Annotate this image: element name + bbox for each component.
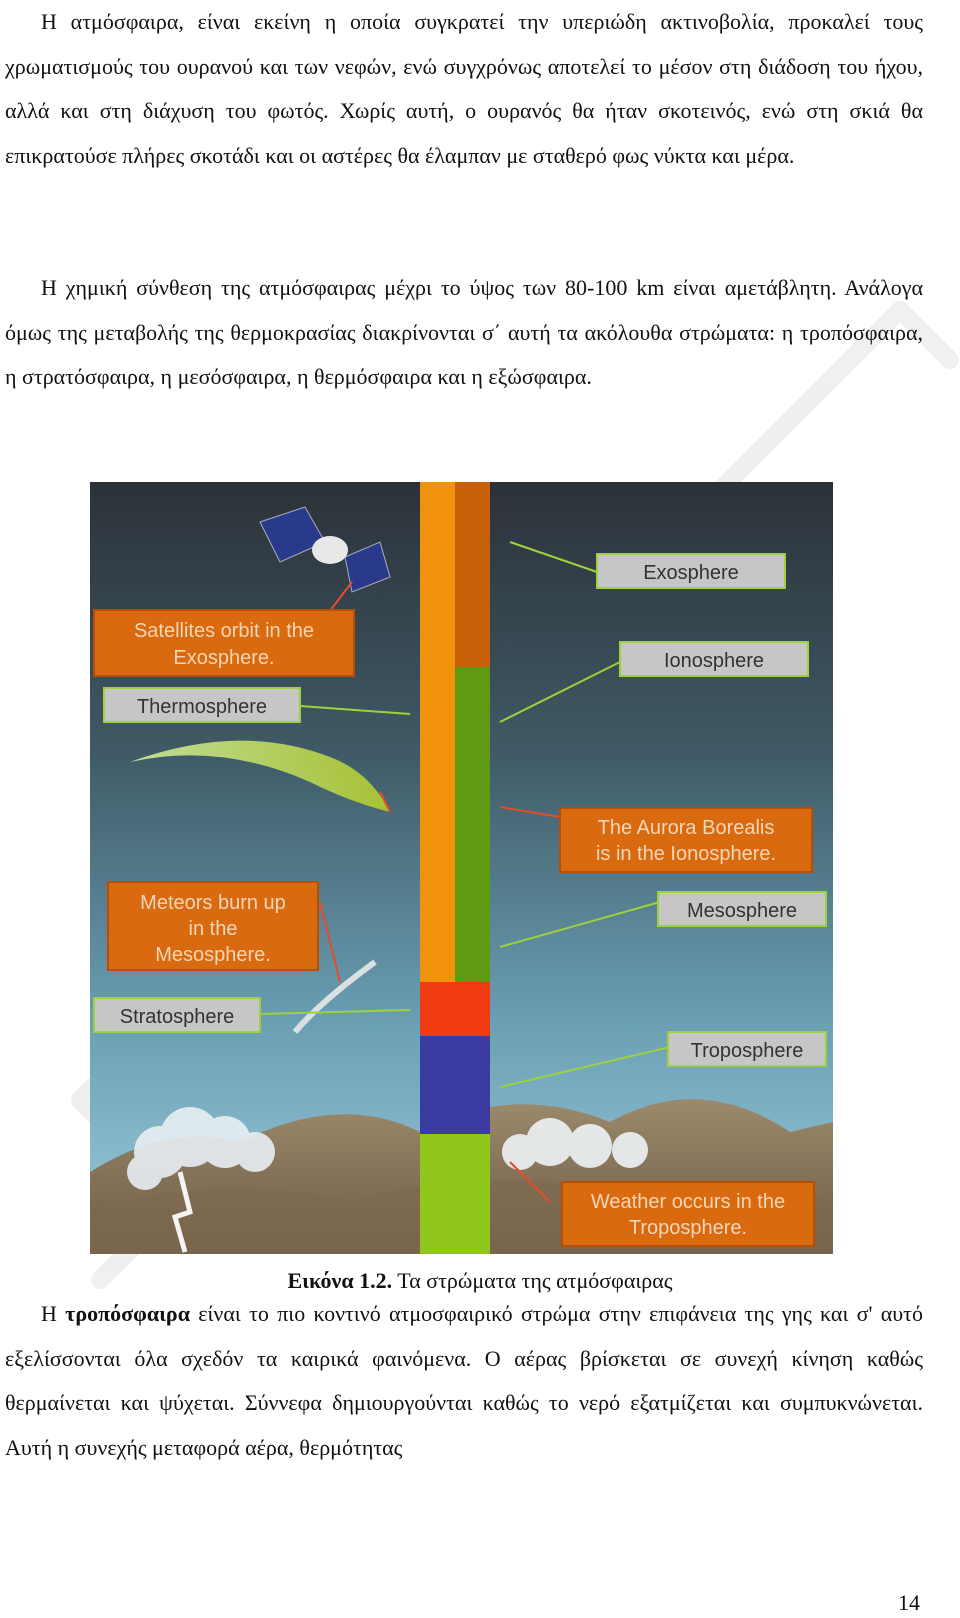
atmosphere-layers-figure [90,482,833,1254]
label-aurora-line1: The Aurora Borealis [597,817,775,839]
label-meteors-line1: Meteors burn up [140,892,286,914]
paragraph-3-start: Η [41,1301,66,1326]
layer-bars [420,482,490,1254]
label-satellites-line1: Satellites orbit in the [133,620,315,642]
paragraph-chemical-composition [5,266,923,400]
caption-text: Τα στρώματα της ατμόσφαιρας [392,1268,673,1293]
paragraph-1-text: Η ατμόσφαιρα, είναι εκείνη η οποία συγκρατεί την υπεριώδη ακτινοβολία, προκαλεί τους χρωματισμούς του ουρανού και των νεφών, ενώ συγχρόνως αποτελεί το μέσον στη διάδοση του ήχου, αλλά και στη διάχυση του φωτός. Χωρίς αυτή, ο ουρανός θα ήταν σκοτεινός, ενώ στη σκιά θα επικρατούσε πλήρες σκοτάδι και οι αστέρες θα έλαμπαν με σταθερό φως νύκτα και μέρα. [5,9,923,168]
paragraph-3-rest: είναι το πιο κοντινό ατμοσφαιρικό στρώμα στην επιφάνεια της γης και σ' αυτό εξελίσσονται όλα σχεδόν τα καιρικά φαινόμενα. Ο αέρας βρίσκεται σε συνεχή κίνηση καθώς θερμαίνεται και ψύχεται. Σύννεφα δημιουργούνται καθώς το νερό εξατμίζεται και συμπυκνώνεται. Αυτή η συνεχής μεταφορά αέρα, θερμότητας [5,1301,924,1460]
bar-stratosphere [420,1036,490,1134]
label-ionosphere: Ionosphere [663,650,765,672]
paragraph-atmosphere-intro [5,0,923,178]
figure-caption [0,1268,960,1294]
label-meteors-line2: in the [188,918,238,940]
bar-ionosphere [455,667,490,982]
bar-thermosphere [420,482,455,982]
label-exosphere: Exosphere [643,562,739,584]
bar-troposphere [420,1134,490,1254]
label-meteors-line3: Mesosphere. [155,944,271,966]
label-satellites-line2: Exosphere. [173,647,275,669]
bar-mesosphere [420,982,490,1036]
label-aurora-line2: is in the Ionosphere. [595,843,777,865]
paragraph-troposphere [5,1292,923,1470]
label-mesosphere: Mesosphere [686,900,798,922]
paragraph-2-text: Η χημική σύνθεση της ατμόσφαιρας μέχρι το ύψος των 80-100 km είναι αμετάβλητη. Ανάλογα όμως της μεταβολής της θερμοκρασίας διακρίνονται σ΄ αυτή τα ακόλουθα στρώματα: η τροπόσφαιρα, η στρατόσφαιρα, η μεσόσφαιρα, η θερμόσφαιρα και η εξώσφαιρα. [5,275,923,390]
label-thermosphere: Thermosphere [136,696,268,718]
caption-label: Εικόνα 1.2. [287,1268,393,1293]
label-troposphere: Troposphere [690,1040,804,1062]
label-stratosphere: Stratosphere [119,1006,235,1028]
label-weather-line1: Weather occurs in the [590,1191,786,1213]
page-number: 14 [898,1590,920,1615]
bar-exosphere [455,482,490,667]
label-weather-line2: Troposphere. [628,1217,748,1239]
paragraph-3-bold-term: τροπόσφαιρα [65,1301,190,1326]
